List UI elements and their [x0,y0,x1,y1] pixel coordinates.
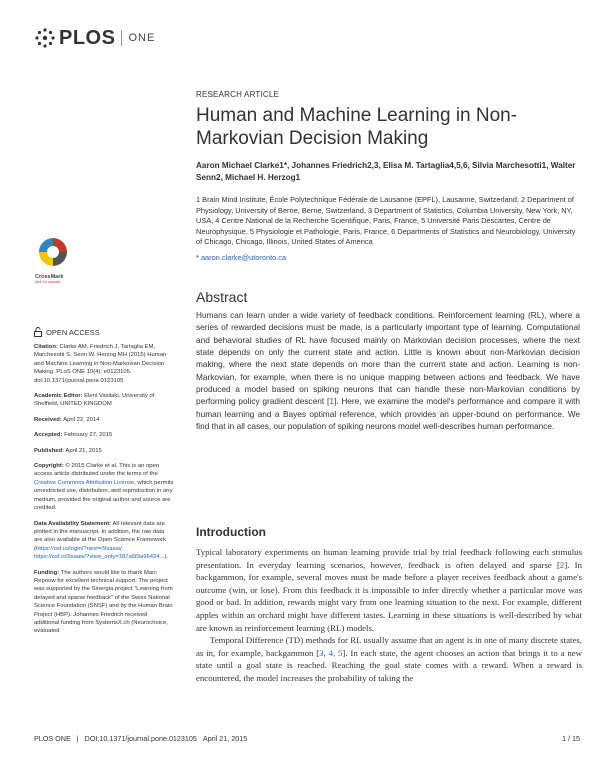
copyright-text-a: © 2015 Clarke et al. This is an open access article distributed under the terms of the [34,463,160,478]
crossmark-label: CrossMark [35,274,64,280]
footer-journal: PLOS ONE [34,734,71,743]
introduction-body [196,546,582,685]
introduction-heading: Introduction [196,525,266,539]
citation-link-2[interactable]: 2 [559,559,565,570]
license-link[interactable]: Creative Commons Attribution License [34,479,135,486]
crossmark-badge[interactable] [35,236,75,284]
editor-text: Eleni Vasilaki, University of Sheffield, UNITED KINGDOM [34,393,155,408]
affiliations: 1 Brain Mind Institute, École Polytechnique Fédérale de Lausanne (EPFL), Lausanne, Switzerland, 2 Department of Physiology, University of Berne, Berne, Switzerland, 3 Department of Statistics, Columbia University, New York, NY, USA, 4 Centre National de la Recherche Scientifique, Paris, France, 5 Université Paris Descartes, Centre de Neurophysique, 5 Physiologie et Pathologie, Paris, France, 6 Departments of Statistics and Neurobiology, University of Chicago, Chicago, Illinois, United States of America [196,195,576,247]
footer-left [34,734,253,743]
open-lock-icon [34,327,42,337]
osf-link[interactable]: https://osf.io/login/?next=/9saaw/; https://osf.io/9saaw/?view_only=187a6f3a96434... [34,545,165,561]
logo-plos-text: PLOS [59,26,116,49]
article-info-sidebar [34,343,174,643]
received-date: April 22, 2014 [63,416,100,423]
open-access-badge [34,327,100,337]
editor-block [34,392,174,409]
intro-p2-text-b: ]. In each state, the agent chooses an action that brings it to a new state until a goal state is reached. Reaching the goal state comes with a reward. When a reward is encountered, the model increases the probability of taking the [196,647,582,683]
copyright-text-b: , which permits unrestricted use, distribution, and reproduction in any medium, provided the original author and source are credited. [34,479,174,512]
received-label: Received: [34,416,62,423]
abstract-text [196,309,580,432]
accepted-label: Accepted: [34,432,63,439]
accepted-date: February 27, 2015 [64,432,113,439]
crossmark-icon [35,236,71,268]
intro-paragraph-1 [196,546,582,634]
citation-label: Citation: [34,344,58,350]
plos-one-logo [34,26,155,50]
intro-p1-text-b: ]. In backgammon, for example, several moves must be made before a player receives feedback about a game's outcome (win, or lose). From this feedback it is impossible to infer directly whether a particular move was good or bad. In addition, rewards might vary from one learning situation to the next. For example, different apples within an orchard might have different tastes. Learning in these situations is well-described by what are known as reinforcement learning (RL) models. [196,559,583,633]
published-date: April 21, 2015 [65,447,102,454]
data-availability-text-b: ). [164,554,169,561]
crossmark-sublabel: click for updates [35,280,61,284]
page-footer [34,734,580,743]
copyright-label: Copyright: [34,463,64,470]
asterisk-marker: * [196,253,201,262]
editor-label: Academic Editor: [34,393,83,400]
citation-block [34,343,174,385]
logo-divider [121,30,122,46]
open-access-label: OPEN ACCESS [46,327,100,337]
published-label: Published: [34,447,65,454]
footer-date: April 21, 2015 [202,734,248,743]
abstract-heading: Abstract [196,289,248,305]
footer-divider: | [76,734,79,743]
copyright-block [34,462,174,512]
abstract-text-a: Humans can learn under a wide variety of feedback conditions. Reinforcement learning (RL), where a series of rewarded decisions must be made, is a particularly important type of learning. Computational and behavioral studies of RL have focused mainly on Markovian decision processes, where the next state depends on only the current state and action. Little is known about non-Markovian decision making, where the next state depends on more than the current state and action. Learning is non-Markovian, for example, when there is no unique mapping between actions and feedback. We have produced a model based on spiking neurons that can handle these non-Markovian conditions by performing policy gradient descent [ [196,310,580,407]
funding-block [34,569,174,636]
citation-links-3-5[interactable]: 3, 4, 5 [319,647,343,658]
data-availability-block [34,520,174,562]
accepted-block [34,431,174,439]
email-link[interactable]: aaron.clarke@utoronto.ca [200,253,287,262]
published-block [34,447,174,455]
citation-text: Clarke AM, Friedrich J, Tartaglia EM, Marchesotti S, Senn W, Herzog MH (2015) Human and Machine Learning in Non-Markovian Decision Making. PLoS ONE 10(4): e0123105. doi:10.1371/journal.pone.0123105 [34,344,167,384]
page-number: 1 / 15 [562,734,580,743]
funding-text: The authors would like to thank Marc Repnow for excellent technical support. The project was supported by the Sinergia project "Learning from delayed and sparse feedback" of the Swiss National Science Foundation (SNSF) and by the Human Brain Project (HBP). Johannes Friedrich received additional funding from SystemsX.ch (Neurochoice, evaluated [34,569,173,635]
plos-dots-icon [34,27,56,49]
intro-paragraph-2 [196,634,582,684]
logo-one-text: ONE [128,32,156,44]
citation-link-1[interactable]: 1 [329,396,334,407]
abstract-text-b: ]. Here, we examine the model's performance and compare it with human learning and a Bayes optimal reference, which provides an upper-bound on performance. We find that in all cases, our population of spiking neurons model well-describes human performance. [196,396,580,432]
corresponding-email [196,253,286,262]
intro-p2-text-a: Temporal Difference (TD) methods for RL usually assume that an agent is in one of many discrete states, as in, for example, backgammon [ [196,635,582,658]
data-availability-text-a: All relevant data are plotted in the manuscript. In addition, the raw data are also available at the Open Science Framework ( [34,520,166,552]
author-list: Aaron Michael Clarke1*, Johannes Friedrich2,3, Elisa M. Tartaglia4,5,6, Silvia Marchesotti1, Walter Senn2, Michael H. Herzog1 [196,161,576,182]
article-type: RESEARCH ARTICLE [196,90,280,99]
received-block [34,416,174,424]
funding-label: Funding: [34,569,60,576]
intro-p1-text-a: Typical laboratory experiments on human learning provide trial by trial feedback following each stimulus presentation. In everyday learning scenarios, however, feedback is often delayed and sparse [ [196,547,582,570]
article-title: Human and Machine Learning in Non-Markovian Decision Making [196,105,518,149]
data-availability-label: Data Availability Statement: [34,520,112,527]
footer-doi: DOI:10.1371/journal.pone.0123105 [84,734,197,743]
